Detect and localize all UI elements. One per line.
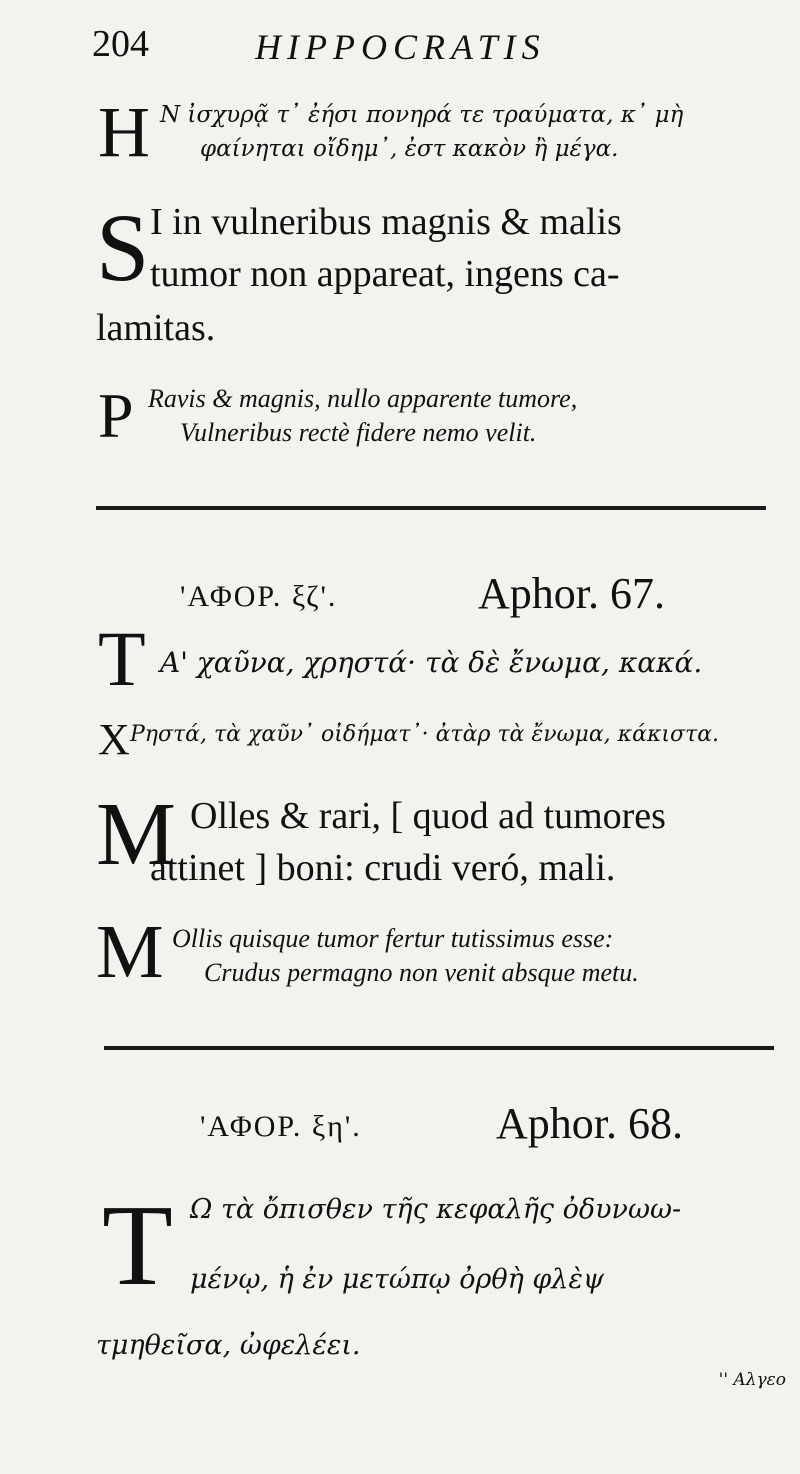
section-divider xyxy=(96,506,766,510)
greek-line: τμηθεῖσα, ὠφελέει. xyxy=(96,1330,361,1361)
latin-line: lamitas. xyxy=(96,307,216,349)
verse-dropcap: P xyxy=(98,380,134,451)
page-number: 204 xyxy=(92,23,149,65)
aphorism-heading-latin: Aphor. 67. xyxy=(478,569,665,618)
greek-dropcap: T xyxy=(98,615,146,702)
running-title: HIPPOCRATIS xyxy=(255,27,546,67)
latin-line: I in vulneribus magnis & malis xyxy=(150,201,622,243)
latin-line: attinet ] boni: crudi veró, mali. xyxy=(150,847,616,889)
greek-line: φαίνηται οἴδημ᾽, ἐστ κακὸν ἢ μέγα. xyxy=(200,136,619,162)
catchword: '' Αλγεο xyxy=(718,1370,786,1390)
greek-line: N ἰσχυρᾷ τ᾽ ἐήσι πονηρά τε τραύματα, κ᾽ μὴ xyxy=(160,102,684,128)
latin-dropcap: S xyxy=(96,194,150,301)
verse-line: Crudus permagno non venit absque metu. xyxy=(204,958,639,987)
greek-dropcap: T xyxy=(102,1182,173,1310)
latin-line: Olles & rari, [ quod ad tumores xyxy=(190,795,666,837)
section-divider xyxy=(104,1046,774,1050)
greek-line: Ω τὰ ὄπισθεν τῆς κεφαλῆς ὀδυνωω- xyxy=(190,1194,682,1225)
verse-line: Vulneribus rectè fidere nemo velit. xyxy=(180,418,537,447)
verse-dropcap: X xyxy=(98,715,130,764)
verse-dropcap: M xyxy=(96,910,164,994)
greek-line: μένῳ, ἡ ἐν μετώπῳ ὀρθὴ φλὲψ xyxy=(190,1264,605,1295)
greek-line: Α' χαῦνα, χρηστά· τὰ δὲ ἔνωμα, κακά. xyxy=(160,646,703,679)
aphorism-heading-greek: 'ΑΦΟΡ. ξη'. xyxy=(200,1110,362,1143)
latin-line: tumor non appareat, ingens ca- xyxy=(150,253,620,295)
verse-line: Ravis & magnis, nullo apparente tumore, xyxy=(148,384,578,413)
aphorism-heading-greek: 'ΑΦΟΡ. ξζ'. xyxy=(180,580,338,613)
greek-dropcap: H xyxy=(98,92,150,172)
verse-line: Ollis quisque tumor fertur tutissimus esse: xyxy=(172,924,614,953)
latin-dropcap: M xyxy=(96,785,177,884)
aphorism-heading-latin: Aphor. 68. xyxy=(496,1099,683,1148)
greek-line: Ρηστά, τὰ χαῦν᾽ οἰδήματ᾽· ἀτὰρ τὰ ἔνωμα, κάκιστα. xyxy=(130,722,720,747)
